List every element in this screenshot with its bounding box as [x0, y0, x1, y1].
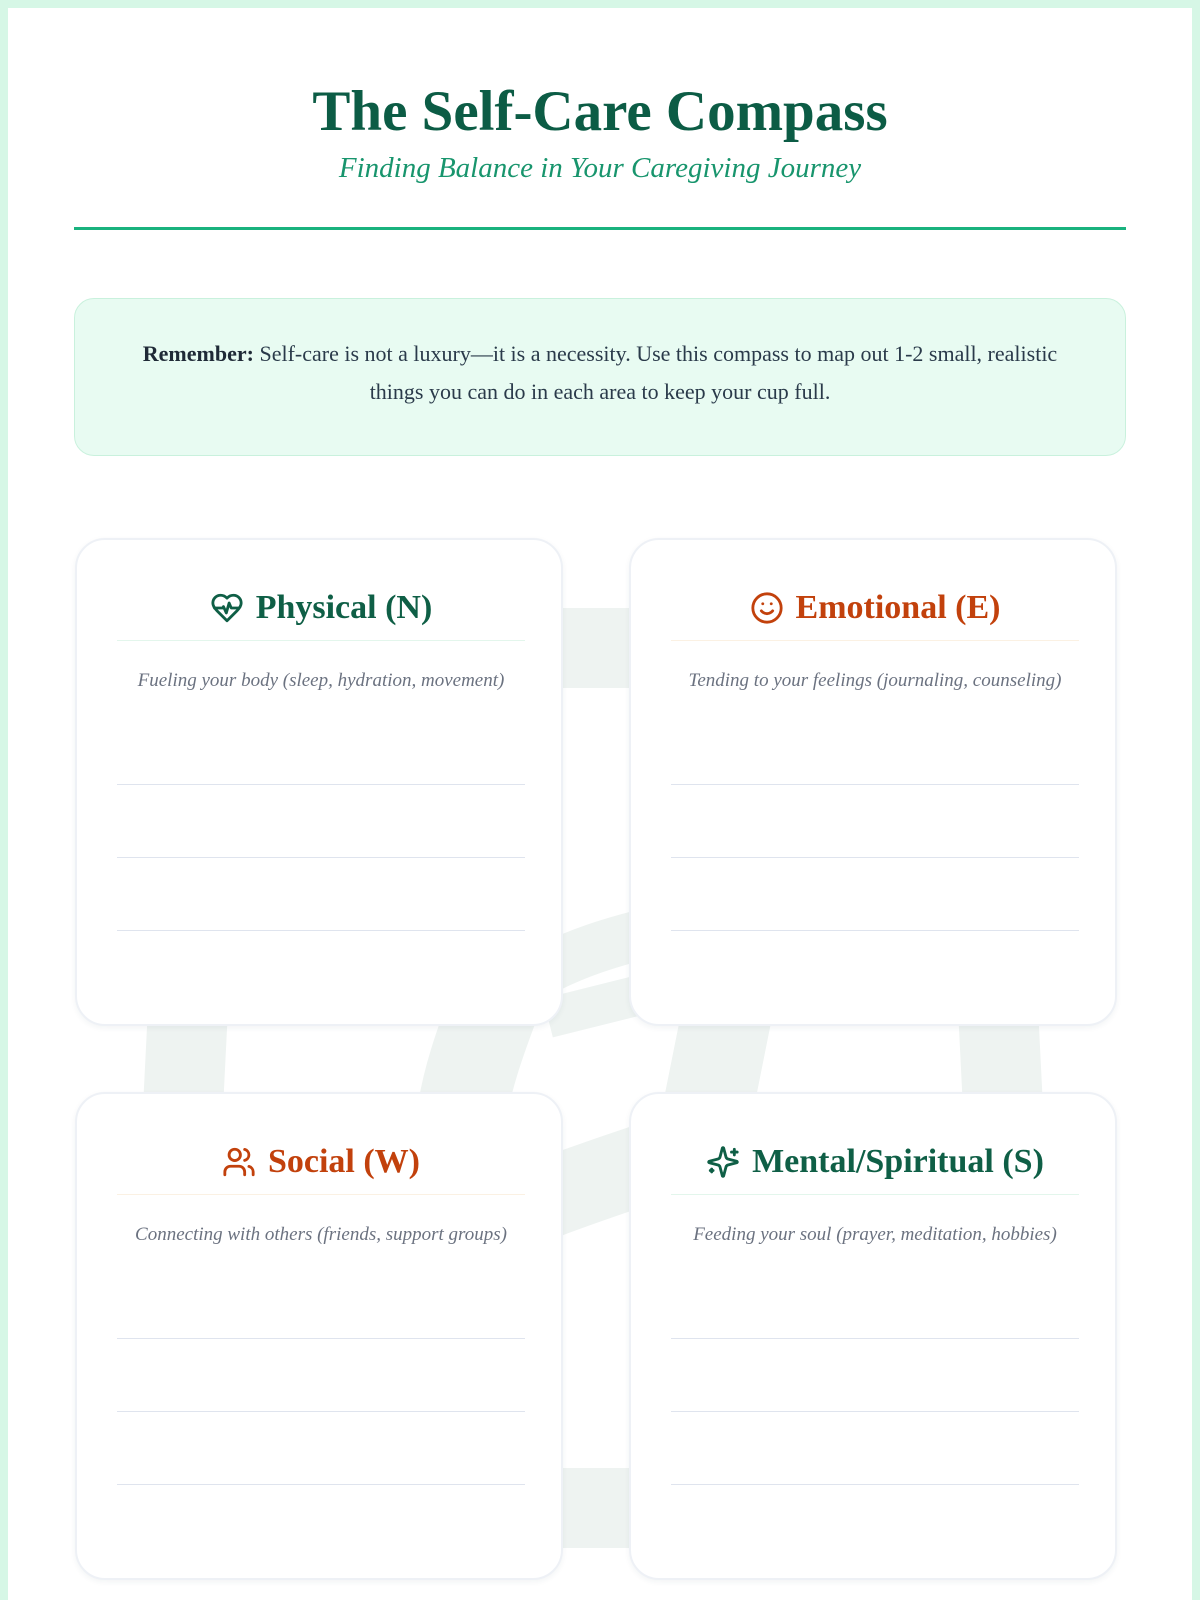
card-title: Physical (N): [255, 589, 433, 626]
writing-line[interactable]: [117, 1484, 525, 1485]
card-title: Social (W): [267, 1143, 421, 1180]
page-subtitle: Finding Balance in Your Caregiving Journey: [338, 152, 862, 184]
card-description: Connecting with others (friends, support groups): [135, 1224, 507, 1245]
writing-line[interactable]: [671, 1411, 1079, 1412]
card-header: [117, 576, 525, 641]
compass-card-emotional: [629, 538, 1117, 1026]
writing-line[interactable]: [671, 1338, 1079, 1339]
compass-card-physical: [75, 538, 563, 1026]
compass-card-social: [75, 1092, 563, 1580]
writing-line[interactable]: [117, 930, 525, 931]
page-title: The Self-Care Compass: [312, 80, 888, 143]
writing-line[interactable]: [117, 784, 525, 785]
card-title: Mental/Spiritual (S): [752, 1143, 1044, 1180]
writing-line[interactable]: [671, 784, 1079, 785]
writing-line[interactable]: [117, 1338, 525, 1339]
card-description: Fueling your body (sleep, hydration, movement): [137, 670, 505, 691]
worksheet-page: [8, 8, 1192, 1600]
reminder-note-text: Self-care is not a luxury—it is a necessity. Use this compass to map out 1-2 small, realistic things you can do in each area to keep your cup full.: [253, 341, 1058, 404]
card-header: [671, 1130, 1079, 1195]
users-icon: [222, 1145, 256, 1179]
writing-line[interactable]: [117, 1411, 525, 1412]
reminder-note-lead: Remember:: [142, 341, 254, 366]
writing-line[interactable]: [671, 1484, 1079, 1485]
smile-icon: [750, 591, 784, 625]
card-description: Feeding your soul (prayer, meditation, hobbies): [693, 1224, 1057, 1245]
compass-card-mental-spiritual: [629, 1092, 1117, 1580]
heart-pulse-icon: [210, 591, 244, 625]
reminder-note: [74, 298, 1126, 456]
card-title: Emotional (E): [795, 589, 1001, 626]
writing-line[interactable]: [671, 857, 1079, 858]
header-divider: [74, 227, 1126, 230]
sparkles-icon: [706, 1145, 740, 1179]
writing-line[interactable]: [117, 857, 525, 858]
writing-line[interactable]: [671, 930, 1079, 931]
card-description: Tending to your feelings (journaling, counseling): [688, 670, 1062, 691]
card-header: [671, 576, 1079, 641]
card-header: [117, 1130, 525, 1195]
